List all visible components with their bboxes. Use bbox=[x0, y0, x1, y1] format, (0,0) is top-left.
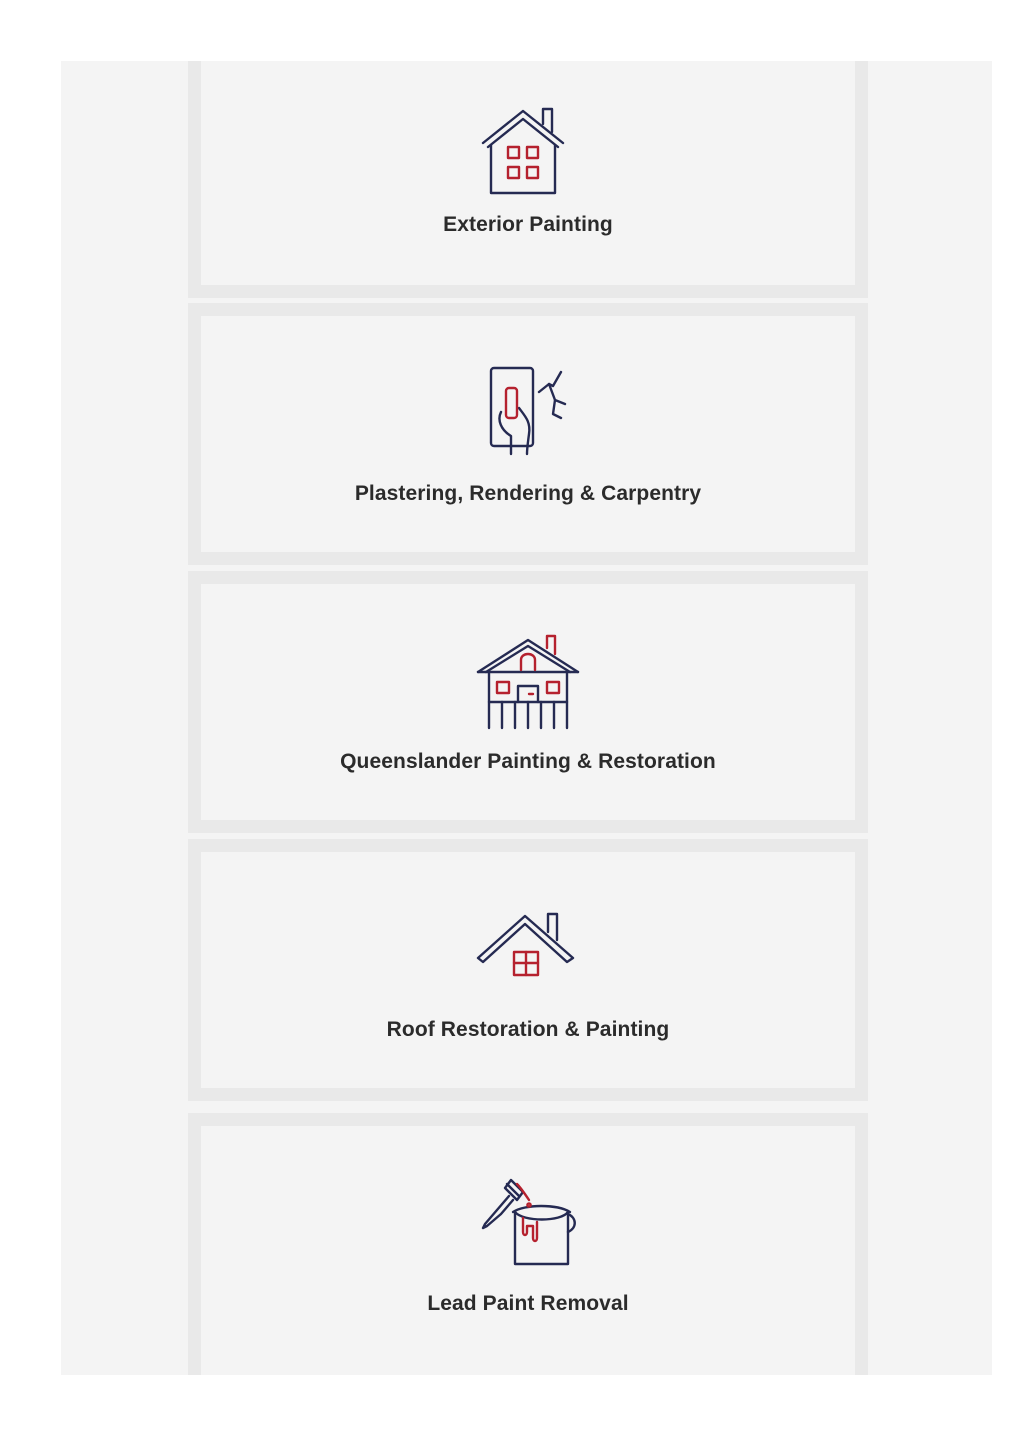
service-card-inner bbox=[201, 852, 855, 1088]
house-windows-icon bbox=[473, 99, 583, 199]
service-card-queenslander[interactable] bbox=[188, 571, 868, 833]
service-card-inner bbox=[201, 61, 855, 285]
service-card-plastering[interactable] bbox=[188, 303, 868, 565]
service-title: Plastering, Rendering & Carpentry bbox=[354, 482, 702, 505]
service-title: Exterior Painting bbox=[443, 213, 613, 236]
service-title: Queenslander Painting & Restoration bbox=[340, 750, 716, 773]
service-card-inner bbox=[201, 584, 855, 820]
queenslander-house-icon bbox=[473, 632, 583, 732]
paint-bucket-brush-icon bbox=[473, 1174, 583, 1274]
plaster-trowel-icon bbox=[473, 364, 583, 464]
service-card-roof[interactable] bbox=[188, 839, 868, 1101]
service-card-inner bbox=[201, 1126, 855, 1375]
service-title: Roof Restoration & Painting bbox=[386, 1018, 670, 1041]
services-panel bbox=[61, 61, 992, 1375]
service-card-exterior-painting[interactable] bbox=[188, 61, 868, 298]
service-title: Lead Paint Removal bbox=[427, 1292, 629, 1315]
service-card-inner bbox=[201, 316, 855, 552]
roof-icon bbox=[473, 904, 583, 1004]
service-card-lead-paint[interactable] bbox=[188, 1113, 868, 1375]
